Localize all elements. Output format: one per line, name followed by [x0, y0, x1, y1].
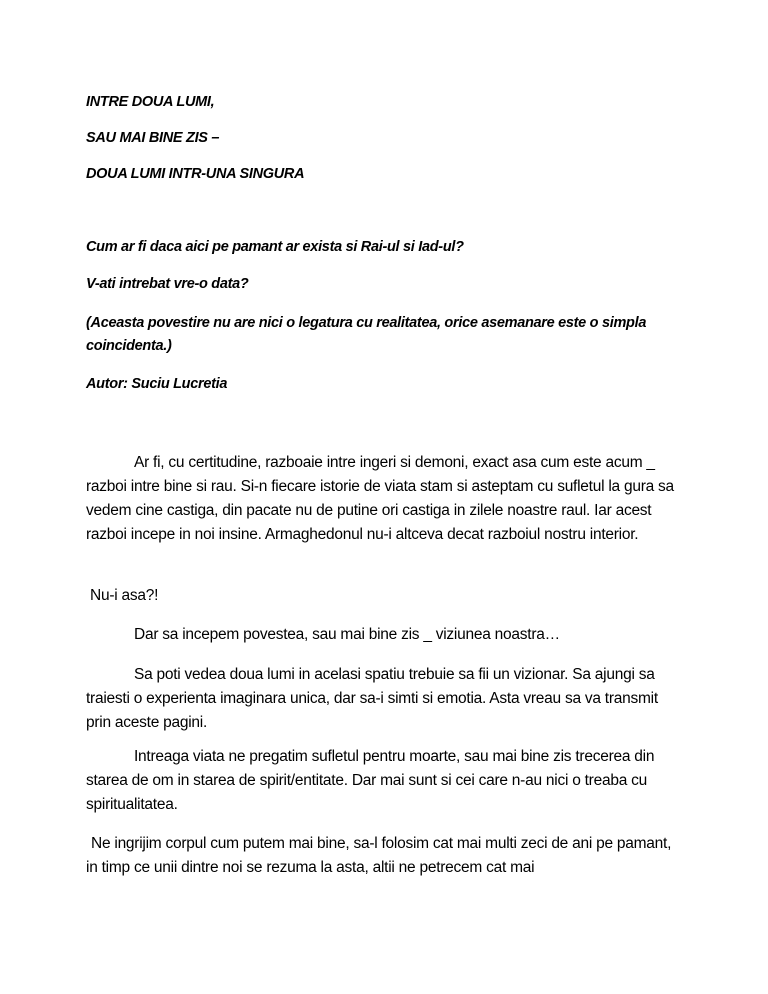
intro-question-2: V-ati intrebat vre-o data?	[86, 276, 249, 292]
author-line: Autor: Suciu Lucretia	[86, 376, 228, 392]
body-paragraph-3: Dar sa incepem povestea, sau mai bine zis _ viziunea noastra…	[134, 626, 560, 643]
title-line-1: INTRE DOUA LUMI,	[86, 94, 215, 110]
title-line-3: DOUA LUMI INTR-UNA SINGURA	[86, 166, 305, 182]
intro-question-1: Cum ar fi daca aici pe pamant ar exista si Rai-ul si Iad-ul?	[86, 239, 464, 255]
body-paragraph-4: Sa poti vedea doua lumi in acelasi spatiu trebuie sa fii un vizionar. Sa ajungi sa traiesti o experienta imaginara unica, dar sa-i simti si emotia. Asta vreau sa va transmit prin aceste pagini.	[86, 666, 658, 731]
body-paragraph-1: Ar fi, cu certitudine, razboaie intre ingeri si demoni, exact asa cum este acum _ razboi intre bine si rau. Si-n fiecare istorie de viata stam si asteptam cu sufletul la gura sa vedem cine castiga, din pacate nu de putine ori castiga in zilele noastre raul. Iar acest razboi incepe in noi insine. Armaghedonul nu-i altceva decat razboiul nostru interior.	[86, 454, 674, 543]
title-line-2: SAU MAI BINE ZIS –	[86, 130, 220, 146]
disclaimer: (Aceasta povestire nu are nici o legatura cu realitatea, orice asemanare este o simpla coincidenta.)	[86, 315, 647, 354]
body-paragraph-6: Ne ingrijim corpul cum putem mai bine, sa-l folosim cat mai multi zeci de ani pe pamant, in timp ce unii dintre noi se rezuma la asta, altii ne petrecem cat mai	[86, 835, 672, 876]
body-paragraph-2: Nu-i asa?!	[90, 587, 159, 604]
body-paragraph-5: Intreaga viata ne pregatim sufletul pentru moarte, sau mai bine zis trecerea din starea de om in starea de spirit/entitate. Dar mai sunt si cei care n-au nici o treaba cu spiritualitatea.	[86, 748, 655, 813]
